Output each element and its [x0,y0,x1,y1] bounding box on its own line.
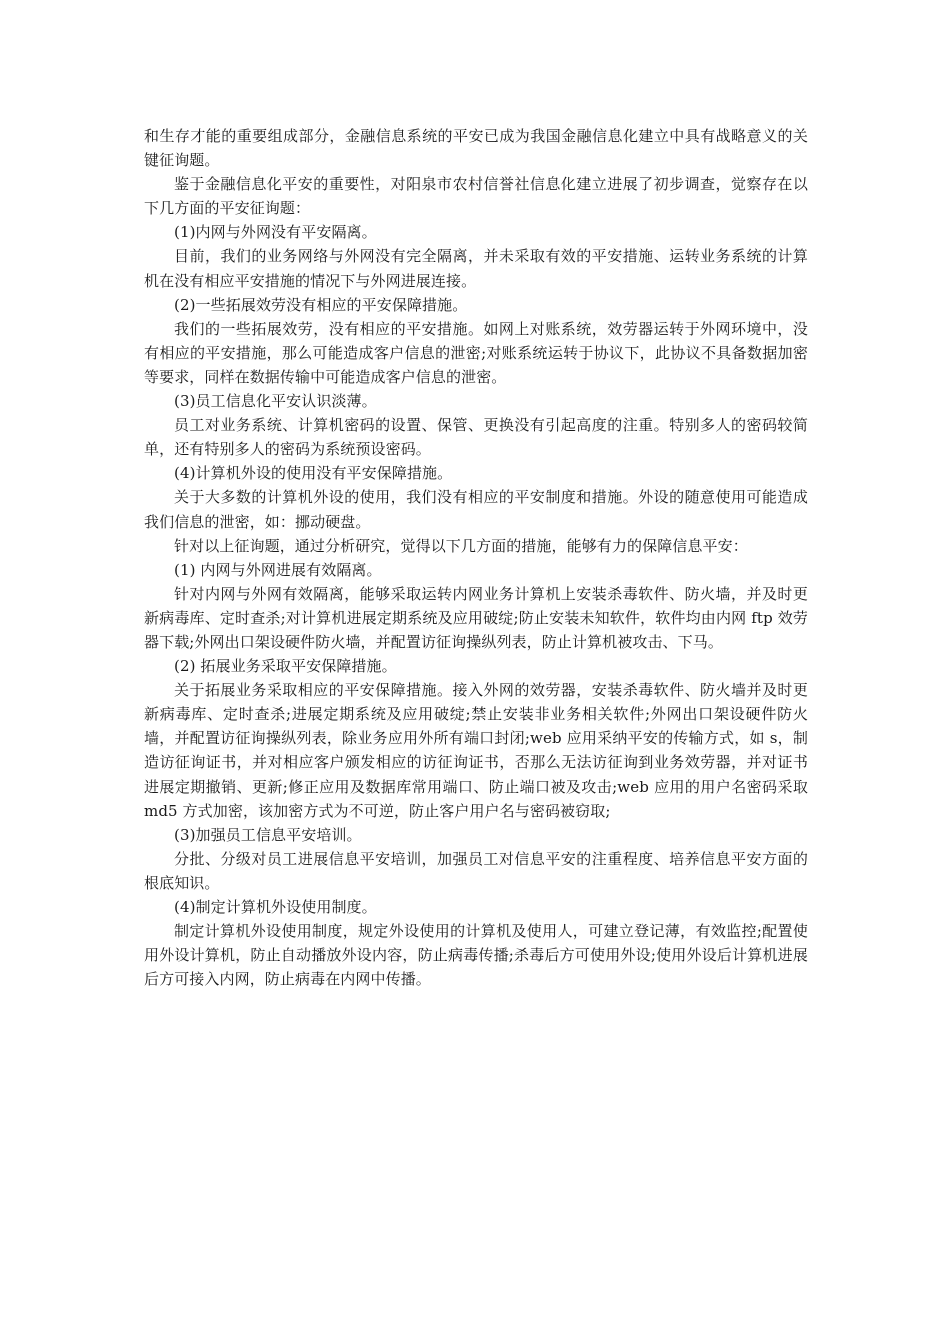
section-heading: (1) 内网与外网进展有效隔离。 [174,560,382,579]
paragraph: 员工对业务系统、计算机密码的设置、保管、更换没有引起高度的注重。特别多人的密码较简单，还有特别多人的密码为系统预设密码。 [144,416,808,459]
section-heading: (4)制定计算机外设使用制度。 [174,898,377,916]
paragraph: 针对以上征询题，通过分析研究，觉得以下几方面的措施，能够有力的保障信息平安： [174,536,748,555]
paragraph: 分批、分级对员工进展信息平安培训，加强员工对信息平安的注重程度、培养信息平安方面的根底知识。 [144,849,808,892]
paragraph: 我们的一些拓展效劳，没有相应的平安措施。如网上对账系统，效劳器运转于外网环境中，没有相应的平安措施，那么可能造成客户信息的泄密;对账系统运转于协议下，此协议不具备数据加密等要求，同样在数据传输中可能造成客户信息的泄密。 [144,319,808,386]
paragraph: 鉴于金融信息化平安的重要性，对阳泉市农村信誉社信息化建立进展了初步调查，觉察存在以下几方面的平安征询题： [144,175,808,218]
paragraph: 关于大多数的计算机外设的使用，我们没有相应的平安制度和措施。外设的随意使用可能造成我们信息的泄密，如：挪动硬盘。 [144,488,808,531]
section-heading: (2)一些拓展效劳没有相应的平安保障措施。 [174,295,468,314]
section-heading: (4)计算机外设的使用没有平安保障措施。 [174,464,453,483]
paragraph: 制定计算机外设使用制度，规定外设使用的计算机及使用人，可建立登记薄，有效监控;配置使用外设计算机，防止自动播放外设内容，防止病毒传播;杀毒后方可使用外设;使用外设后计算机进展后方可接入内网，防止病毒在内网中传播。 [144,922,808,989]
section-heading: (1)内网与外网没有平安隔离。 [174,223,377,242]
section-heading: (2) 拓展业务采取平安保障措施。 [174,657,397,676]
document-body [144,124,808,991]
paragraph: 和生存才能的重要组成部分，金融信息系统的平安已成为我国金融信息化建立中具有战略意义的关键征询题。 [144,127,808,170]
paragraph: 目前，我们的业务网络与外网没有完全隔离，并未采取有效的平安措施、运转业务系统的计算机在没有相应平安措施的情况下与外网进展连接。 [144,247,808,290]
section-heading: (3)加强员工信息平安培训。 [174,825,362,844]
paragraph: 关于拓展业务采取相应的平安保障措施。接入外网的效劳器，安装杀毒软件、防火墙并及时更新病毒库、定时查杀;进展定期系统及应用破绽;禁止安装非业务相关软件;外网出口架设硬件防火墙，并配置访征询操纵列表，除业务应用外所有端口封闭;web 应用采纳平安的传输方式，如 s，制造访征询证书，并对相应客户颁发相应的访征询证书，否那么无法访征询到业务效劳器，并对证书进展定期撤销、更新;修正应用及数据库常用端口、防止端口被及攻击;web 应用的用户名密码采取 md5 方式加密，该加密方式为不可逆，防止客户用户名与密码被窃取; [144,681,808,820]
section-heading: (3)员工信息化平安认识淡薄。 [174,392,377,411]
paragraph: 针对内网与外网有效隔离，能够采取运转内网业务计算机上安装杀毒软件、防火墙，并及时更新病毒库、定时查杀;对计算机进展定期系统及应用破绽;防止安装未知软件，软件均由内网 ftp 效劳器下载;外网出口架设硬件防火墙，并配置访征询操纵列表，防止计算机被攻击、下马。 [144,584,808,651]
